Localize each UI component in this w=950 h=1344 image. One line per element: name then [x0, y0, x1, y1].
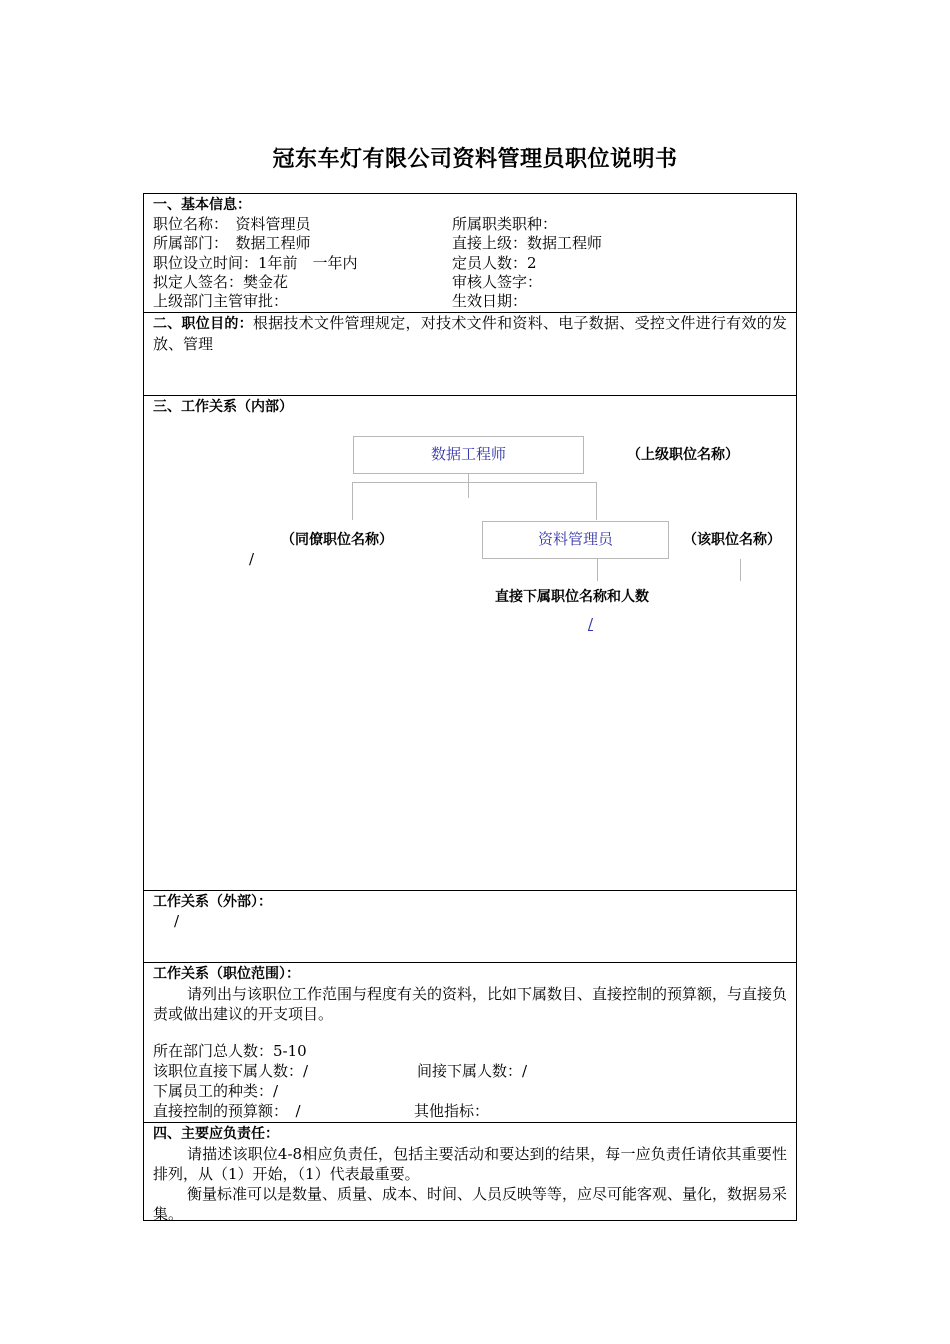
reviewer-signature: 审核人签字：: [452, 273, 543, 291]
position-category: 所属职类职种：: [452, 215, 558, 233]
subordinate-value: /: [588, 615, 594, 633]
duties-heading: 四、主要应负责任：: [153, 1126, 279, 1142]
superior-position-label: （上级职位名称）: [627, 447, 739, 463]
headcount: 定员人数：2: [452, 254, 537, 272]
duties-measure: 衡量标准可以是数量、质量、成本、时间、人员反映等等，应尽可能客观、量化，数据易采集。: [153, 1185, 788, 1223]
divider: [144, 890, 796, 891]
direct-superior: 直接上级：数据工程师: [452, 234, 603, 252]
drafter-signature: 拟定人签名：樊金花: [153, 273, 289, 291]
effective-date: 生效日期：: [452, 292, 528, 310]
other-indicators: 其他指标：: [414, 1102, 490, 1120]
superior-position-box: 数据工程师: [353, 436, 584, 474]
department-total: 所在部门总人数：5-10: [153, 1042, 307, 1060]
peer-position-value: /: [249, 550, 255, 568]
connector-line: [352, 482, 353, 520]
purpose-heading: 二、职位目的：: [153, 316, 253, 332]
department: 所属部门： 数据工程师: [153, 234, 311, 252]
current-position-label: （该职位名称）: [683, 532, 781, 548]
divider: [144, 1122, 796, 1123]
subordinate-label: 直接下属职位名称和人数: [495, 589, 649, 605]
duties-instruction: 请描述该职位4-8相应负责任，包括主要活动和要达到的结果，每一应负责任请依其重要性排列，从（1）开始，（1）代表最重要。: [153, 1145, 787, 1183]
connector-line: [596, 482, 597, 520]
indirect-subordinates: 间接下属人数：/: [417, 1062, 528, 1080]
divider: [144, 395, 796, 396]
subordinate-types: 下属员工的种类：/: [153, 1082, 279, 1100]
budget: 直接控制的预算额： /: [153, 1102, 301, 1120]
current-position-box: 资料管理员: [482, 521, 669, 559]
internal-relations-heading: 三、工作关系（内部）: [153, 399, 293, 415]
direct-subordinates: 该职位直接下属人数：/: [153, 1062, 309, 1080]
connector-line: [597, 559, 598, 581]
scope-instruction: 请列出与该职位工作范围与程度有关的资料，比如下属数目、直接控制的预算额，与直接负责或做出建议的开支项目。: [153, 985, 788, 1023]
approver: 上级部门主管审批：: [153, 292, 289, 310]
connector-line: [352, 482, 597, 483]
position-purpose: [153, 313, 787, 354]
connector-line: [468, 474, 469, 498]
divider: [144, 962, 796, 963]
connector-line: [740, 559, 741, 581]
peer-position-label: （同僚职位名称）: [281, 532, 393, 548]
document-title: 冠东车灯有限公司资料管理员职位说明书: [272, 147, 678, 172]
position-name: 职位名称： 资料管理员: [153, 215, 311, 233]
external-relations-value: /: [174, 912, 180, 930]
purpose-text: 根据技术文件管理规定，对技术文件和资料、电子数据、受控文件进行有效的发放、管理: [153, 314, 787, 353]
basic-info-heading: 一、基本信息：: [153, 197, 251, 213]
scope-heading: 工作关系（职位范围）：: [153, 966, 300, 982]
job-description-form: [143, 193, 797, 1221]
setup-time: 职位设立时间：1年前 一年内: [153, 254, 358, 272]
external-relations-heading: 工作关系（外部）：: [153, 894, 272, 910]
